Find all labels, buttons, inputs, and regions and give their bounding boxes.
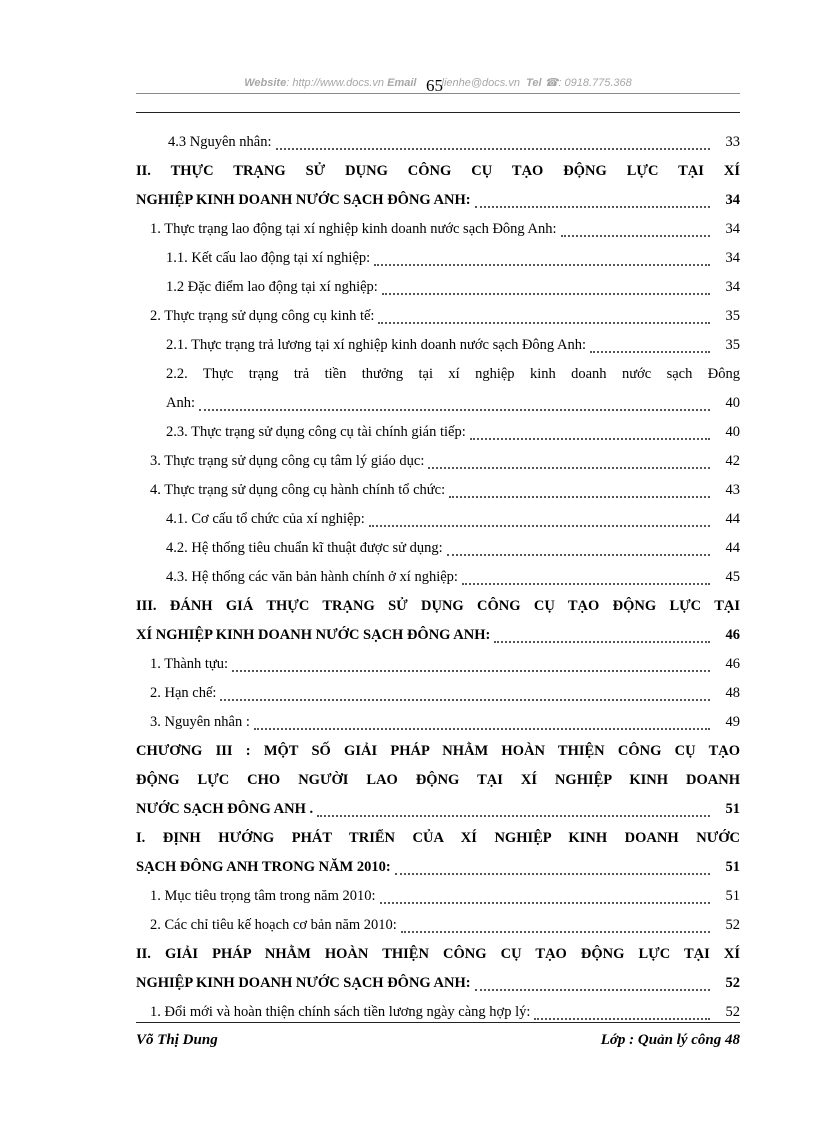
- toc-entry[interactable]: 1.1. Kết cấu lao động tại xí nghiệp: 34: [166, 250, 740, 266]
- toc-chapter-line[interactable]: ĐỘNG LỰC CHO NGƯỜI LAO ĐỘNG TẠI XÍ NGHIỆP KINH DOANH: [136, 772, 740, 788]
- header-divider: [136, 93, 740, 94]
- toc-entry[interactable]: 4.3. Hệ thống các văn bản hành chính ở xí nghiệp: 45: [166, 569, 740, 585]
- tel-value: : 0918.775.368: [558, 77, 632, 89]
- page-footer: [136, 1028, 740, 1050]
- email-value[interactable]: lienhe@docs.vn: [441, 77, 520, 89]
- phone-icon: ☎: [544, 77, 559, 89]
- website-url[interactable]: : http://www.docs.vn: [286, 77, 385, 89]
- footer-class: Lớp : Quản lý công 48: [600, 1032, 740, 1048]
- toc-heading-line[interactable]: II. THỰC TRẠNG SỬ DỤNG CÔNG CỤ TẠO ĐỘNG LỰC TẠI XÍ: [136, 163, 740, 179]
- footer-author: Võ Thị Dung: [136, 1032, 218, 1048]
- toc-entry[interactable]: 4.2. Hệ thống tiêu chuẩn kĩ thuật được sử dụng: 44: [166, 540, 740, 556]
- toc-entry[interactable]: 2. Các chỉ tiêu kế hoạch cơ bản năm 2010: 52: [150, 917, 740, 933]
- toc-entry[interactable]: 1. Đổi mới và hoàn thiện chính sách tiền lương ngày càng hợp lý: 52: [150, 1004, 740, 1020]
- toc-entry[interactable]: 4.1. Cơ cấu tổ chức của xí nghiệp: 44: [166, 511, 740, 527]
- email-label: Email: [387, 77, 417, 89]
- toc-heading-entry[interactable]: NGHIỆP KINH DOANH NƯỚC SẠCH ĐÔNG ANH: 52: [136, 975, 740, 991]
- toc-heading-entry[interactable]: XÍ NGHIỆP KINH DOANH NƯỚC SẠCH ĐÔNG ANH: 46: [136, 627, 740, 643]
- tel-label: Tel: [526, 77, 542, 89]
- toc-entry[interactable]: 2. Thực trạng sử dụng công cụ kinh tế: 35: [150, 308, 740, 324]
- toc-heading-entry[interactable]: SẠCH ĐÔNG ANH TRONG NĂM 2010: 51: [136, 859, 740, 875]
- toc-entry[interactable]: 2.3. Thực trạng sử dụng công cụ tài chính gián tiếp: 40: [166, 424, 740, 440]
- toc-entry[interactable]: 1. Thực trạng lao động tại xí nghiệp kinh doanh nước sạch Đông Anh: 34: [150, 221, 740, 237]
- toc-entry[interactable]: 3. Nguyên nhân : 49: [150, 714, 740, 730]
- toc-entry[interactable]: 4. Thực trạng sử dụng công cụ hành chính tổ chức: 43: [150, 482, 740, 498]
- page-number: 65: [426, 76, 443, 95]
- toc-entry[interactable]: 2.1. Thực trạng trả lương tại xí nghiệp kinh doanh nước sạch Đông Anh: 35: [166, 337, 740, 353]
- toc-heading-line[interactable]: II. GIẢI PHÁP NHẰM HOÀN THIỆN CÔNG CỤ TẠO ĐỘNG LỰC TẠI XÍ: [136, 946, 740, 962]
- website-label: Website: [244, 77, 287, 89]
- toc-heading-entry[interactable]: NGHIỆP KINH DOANH NƯỚC SẠCH ĐÔNG ANH: 34: [136, 192, 740, 208]
- table-of-contents: [136, 128, 740, 1027]
- toc-entry[interactable]: Anh: 40: [166, 395, 740, 411]
- toc-entry[interactable]: 1. Mục tiêu trọng tâm trong năm 2010: 51: [150, 888, 740, 904]
- toc-chapter-entry[interactable]: NƯỚC SẠCH ĐÔNG ANH . 51: [136, 801, 740, 817]
- toc-heading-line[interactable]: III. ĐÁNH GIÁ THỰC TRẠNG SỬ DỤNG CÔNG CỤ TẠO ĐỘNG LỰC TẠI: [136, 598, 740, 614]
- toc-entry[interactable]: 1.2 Đặc điểm lao động tại xí nghiệp: 34: [166, 279, 740, 295]
- toc-entry[interactable]: 3. Thực trạng sử dụng công cụ tâm lý giáo dục: 42: [150, 453, 740, 469]
- toc-entry[interactable]: 1. Thành tựu: 46: [150, 656, 740, 672]
- toc-entry[interactable]: 2. Hạn chế: 48: [150, 685, 740, 701]
- toc-entry-line[interactable]: 2.2. Thực trạng trả tiền thưởng tại xí nghiệp kinh doanh nước sạch Đông: [166, 366, 740, 382]
- toc-chapter-line[interactable]: CHƯƠNG III : MỘT SỐ GIẢI PHÁP NHẰM HOÀN THIỆN CÔNG CỤ TẠO: [136, 743, 740, 759]
- toc-heading-line[interactable]: I. ĐỊNH HƯỚNG PHÁT TRIỂN CỦA XÍ NGHIỆP KINH DOANH NƯỚC: [136, 830, 740, 846]
- toc-entry[interactable]: 4.3 Nguyên nhân: 33: [168, 134, 740, 150]
- header-rule: [136, 112, 740, 113]
- footer-rule: [136, 1022, 740, 1023]
